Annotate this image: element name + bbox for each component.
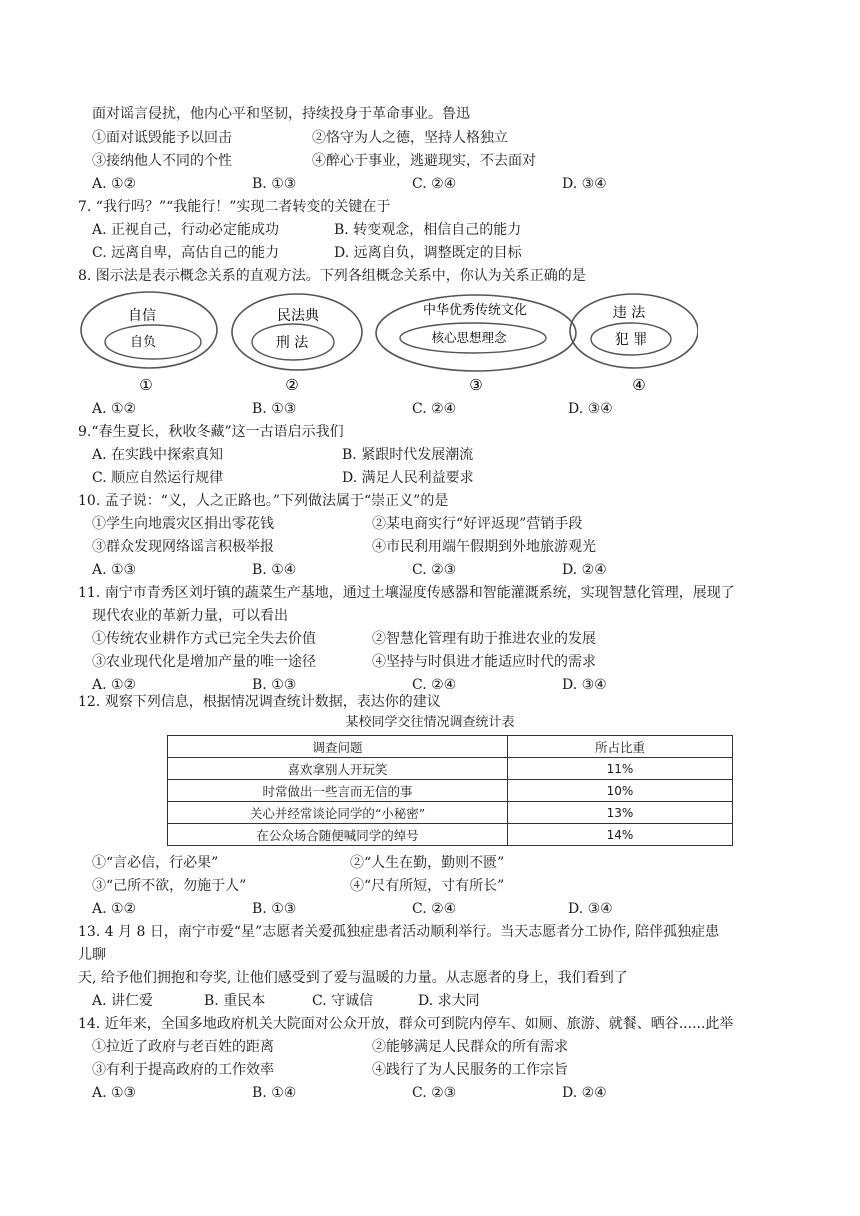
q10-item-4: ④市民利用端午假期到外地旅游观光 xyxy=(372,539,596,555)
table-row xyxy=(168,824,733,846)
q6-item-1: ①面对诋毁能予以回击 xyxy=(92,130,232,146)
q12-item-3: ③“己所不欲，勿施于人” xyxy=(92,878,247,894)
q6-option-a: A. ①② xyxy=(92,176,137,192)
q7-option-b: B. 转变观念，相信自己的能力 xyxy=(334,222,522,238)
q7-option-a: A. 正视自己，行动必定能成功 xyxy=(92,222,280,238)
q7-option-d: D. 远离自负，调整既定的目标 xyxy=(334,245,522,261)
q12-item-2: ②“人生在勤，勤则不匮” xyxy=(350,855,505,871)
diagram-3-inner-label: 核心思想理念 xyxy=(431,330,507,345)
q14-item-3: ③有利于提高政府的工作效率 xyxy=(92,1062,274,1078)
survey-table-title: 某校同学交往情况调查统计表 xyxy=(345,715,515,730)
q13-option-d: D. 求大同 xyxy=(418,993,480,1009)
q6-option-d: D. ③④ xyxy=(562,176,607,192)
concept-diagram-svg xyxy=(78,286,698,396)
q13-stem-line3: 天, 给予他们拥抱和夸奖, 让他们感受到了爱与温暖的力量。从志愿者的身上，我们看到了 xyxy=(78,970,628,986)
q11-option-d: D. ③④ xyxy=(562,677,607,693)
q11-option-c: C. ②④ xyxy=(412,677,457,693)
diagram-1-inner-label: 自负 xyxy=(129,335,157,350)
q14-option-a: A. ①③ xyxy=(92,1085,137,1101)
q13-stem-line1: 13. 4 月 8 日，南宁市爱“星”志愿者关爱孤独症患者活动顺利举行。当天志愿者分工协作, 陪伴孤独症患 xyxy=(78,924,720,940)
q6-option-b: B. ①③ xyxy=(252,176,297,192)
q10-option-c: C. ②③ xyxy=(412,562,457,578)
q7-option-c: C. 远离自卑，高估自己的能力 xyxy=(92,245,280,261)
survey-cell-question: 关心并经常谈论同学的“小秘密” xyxy=(168,802,508,824)
q6-item-4: ④醉心于事业，逃避现实，不去面对 xyxy=(312,153,536,169)
q11-item-4: ④坚持与时俱进才能适应时代的需求 xyxy=(372,654,596,670)
q11-option-b: B. ①③ xyxy=(252,677,297,693)
q12-option-a: A. ①② xyxy=(92,901,137,917)
q11-option-a: A. ①② xyxy=(92,677,137,693)
q12-item-1: ①“言必信，行必果” xyxy=(92,855,219,871)
q10-stem: 10. 孟子说：“义，人之正路也。”下列做法属于“崇正义”的是 xyxy=(78,493,449,509)
q8-concept-diagrams xyxy=(78,286,698,396)
q12-option-c: C. ②④ xyxy=(412,901,457,917)
diagram-2-outer-label: 民法典 xyxy=(277,308,319,324)
q12-stem: 12. 观察下列信息，根据情况调查统计数据，表达你的建议 xyxy=(78,694,441,710)
diagram-3-outer-label: 中华优秀传统文化 xyxy=(422,303,528,318)
q13-stem-line2: 儿聊 xyxy=(78,947,106,963)
q11-stem-line2: 现代农业的革新力量，可以看出 xyxy=(92,608,288,624)
q11-item-3: ③农业现代化是增加产量的唯一途径 xyxy=(92,654,316,670)
q6-stem-continuation: 面对谣言侵扰，他内心平和坚韧，持续投身于革命事业。鲁迅 xyxy=(92,106,470,122)
diagram-3 xyxy=(376,295,576,394)
q9-option-b: B. 紧跟时代发展潮流 xyxy=(342,447,474,463)
q9-option-d: D. 满足人民利益要求 xyxy=(342,470,474,486)
q8-option-c: C. ②④ xyxy=(412,401,457,417)
q12-option-d: D. ③④ xyxy=(568,901,613,917)
q9-option-c: C. 顺应自然运行规律 xyxy=(92,470,224,486)
survey-header-question: 调查问题 xyxy=(168,736,508,758)
q12-option-b: B. ①③ xyxy=(252,901,297,917)
q11-item-2: ②智慧化管理有助于推进农业的发展 xyxy=(372,631,596,647)
diagram-1-number: ① xyxy=(139,376,153,394)
diagram-4 xyxy=(570,294,698,394)
survey-cell-percent: 13% xyxy=(508,802,733,824)
diagram-2-number: ② xyxy=(285,376,299,394)
survey-cell-question: 在公众场合随便喊同学的绰号 xyxy=(168,824,508,846)
q6-option-c: C. ②④ xyxy=(412,176,457,192)
survey-table-header xyxy=(168,736,733,758)
survey-cell-question: 喜欢拿别人开玩笑 xyxy=(168,758,508,780)
q10-item-2: ②某电商实行“好评返现”营销手段 xyxy=(372,516,583,532)
q8-option-d: D. ③④ xyxy=(568,401,613,417)
table-row xyxy=(168,780,733,802)
diagram-2 xyxy=(232,294,362,394)
diagram-2-inner-label: 刑 法 xyxy=(275,335,309,351)
q10-item-3: ③群众发现网络谣言积极举报 xyxy=(92,539,274,555)
q14-item-2: ②能够满足人民群众的所有需求 xyxy=(372,1039,568,1055)
diagram-3-number: ③ xyxy=(469,376,483,394)
q13-option-c: C. 守诚信 xyxy=(312,993,374,1009)
survey-cell-question: 时常做出一些言而无信的事 xyxy=(168,780,508,802)
diagram-4-outer-label: 违 法 xyxy=(612,305,646,321)
q9-option-a: A. 在实践中探索真知 xyxy=(92,447,224,463)
q14-item-4: ④践行了为人民服务的工作宗旨 xyxy=(372,1062,568,1078)
q6-item-2: ②恪守为人之德，坚持人格独立 xyxy=(312,130,508,146)
q14-item-1: ①拉近了政府与老百姓的距离 xyxy=(92,1039,274,1055)
survey-header-percent: 所占比重 xyxy=(508,736,733,758)
q10-item-1: ①学生向地震灾区捐出零花钱 xyxy=(92,516,274,532)
q11-item-1: ①传统农业耕作方式已完全失去价值 xyxy=(92,631,316,647)
q7-stem: 7. “我行吗？”“我能行！”实现二者转变的关键在于 xyxy=(78,199,391,215)
q10-option-a: A. ①③ xyxy=(92,562,137,578)
q13-option-a: A. 讲仁爱 xyxy=(92,993,154,1009)
q6-item-3: ③接纳他人不同的个性 xyxy=(92,153,232,169)
diagram-4-inner-label: 犯 罪 xyxy=(614,332,648,348)
q10-option-d: D. ②④ xyxy=(562,562,607,578)
q14-option-c: C. ②③ xyxy=(412,1085,457,1101)
diagram-1-outer-label: 自信 xyxy=(128,308,156,324)
q9-stem: 9.“春生夏长，秋收冬藏”这一古语启示我们 xyxy=(78,424,344,440)
diagram-1 xyxy=(81,292,217,394)
survey-cell-percent: 11% xyxy=(508,758,733,780)
q11-stem-line1: 11. 南宁市青秀区刘圩镇的蔬菜生产基地，通过土壤湿度传感器和智能灌溉系统，实现智慧化管理，展现了 xyxy=(78,585,735,601)
table-row xyxy=(168,802,733,824)
q14-stem: 14. 近年来，全国多地政府机关大院面对公众开放，群众可到院内停车、如厕、旅游、就餐、晒谷......此举 xyxy=(78,1016,734,1032)
q13-option-b: B. 重民本 xyxy=(204,993,266,1009)
q8-stem: 8. 图示法是表示概念关系的直观方法。下列各组概念关系中，你认为关系正确的是 xyxy=(78,268,586,284)
q14-option-d: D. ②④ xyxy=(562,1085,607,1101)
q10-option-b: B. ①④ xyxy=(252,562,297,578)
diagram-4-number: ④ xyxy=(632,376,646,394)
q8-option-a: A. ①② xyxy=(92,401,137,417)
q14-option-b: B. ①④ xyxy=(252,1085,297,1101)
survey-cell-percent: 10% xyxy=(508,780,733,802)
q8-option-b: B. ①③ xyxy=(252,401,297,417)
survey-table xyxy=(167,735,733,846)
table-row xyxy=(168,758,733,780)
q12-item-4: ④“尺有所短，寸有所长” xyxy=(350,878,505,894)
survey-cell-percent: 14% xyxy=(508,824,733,846)
